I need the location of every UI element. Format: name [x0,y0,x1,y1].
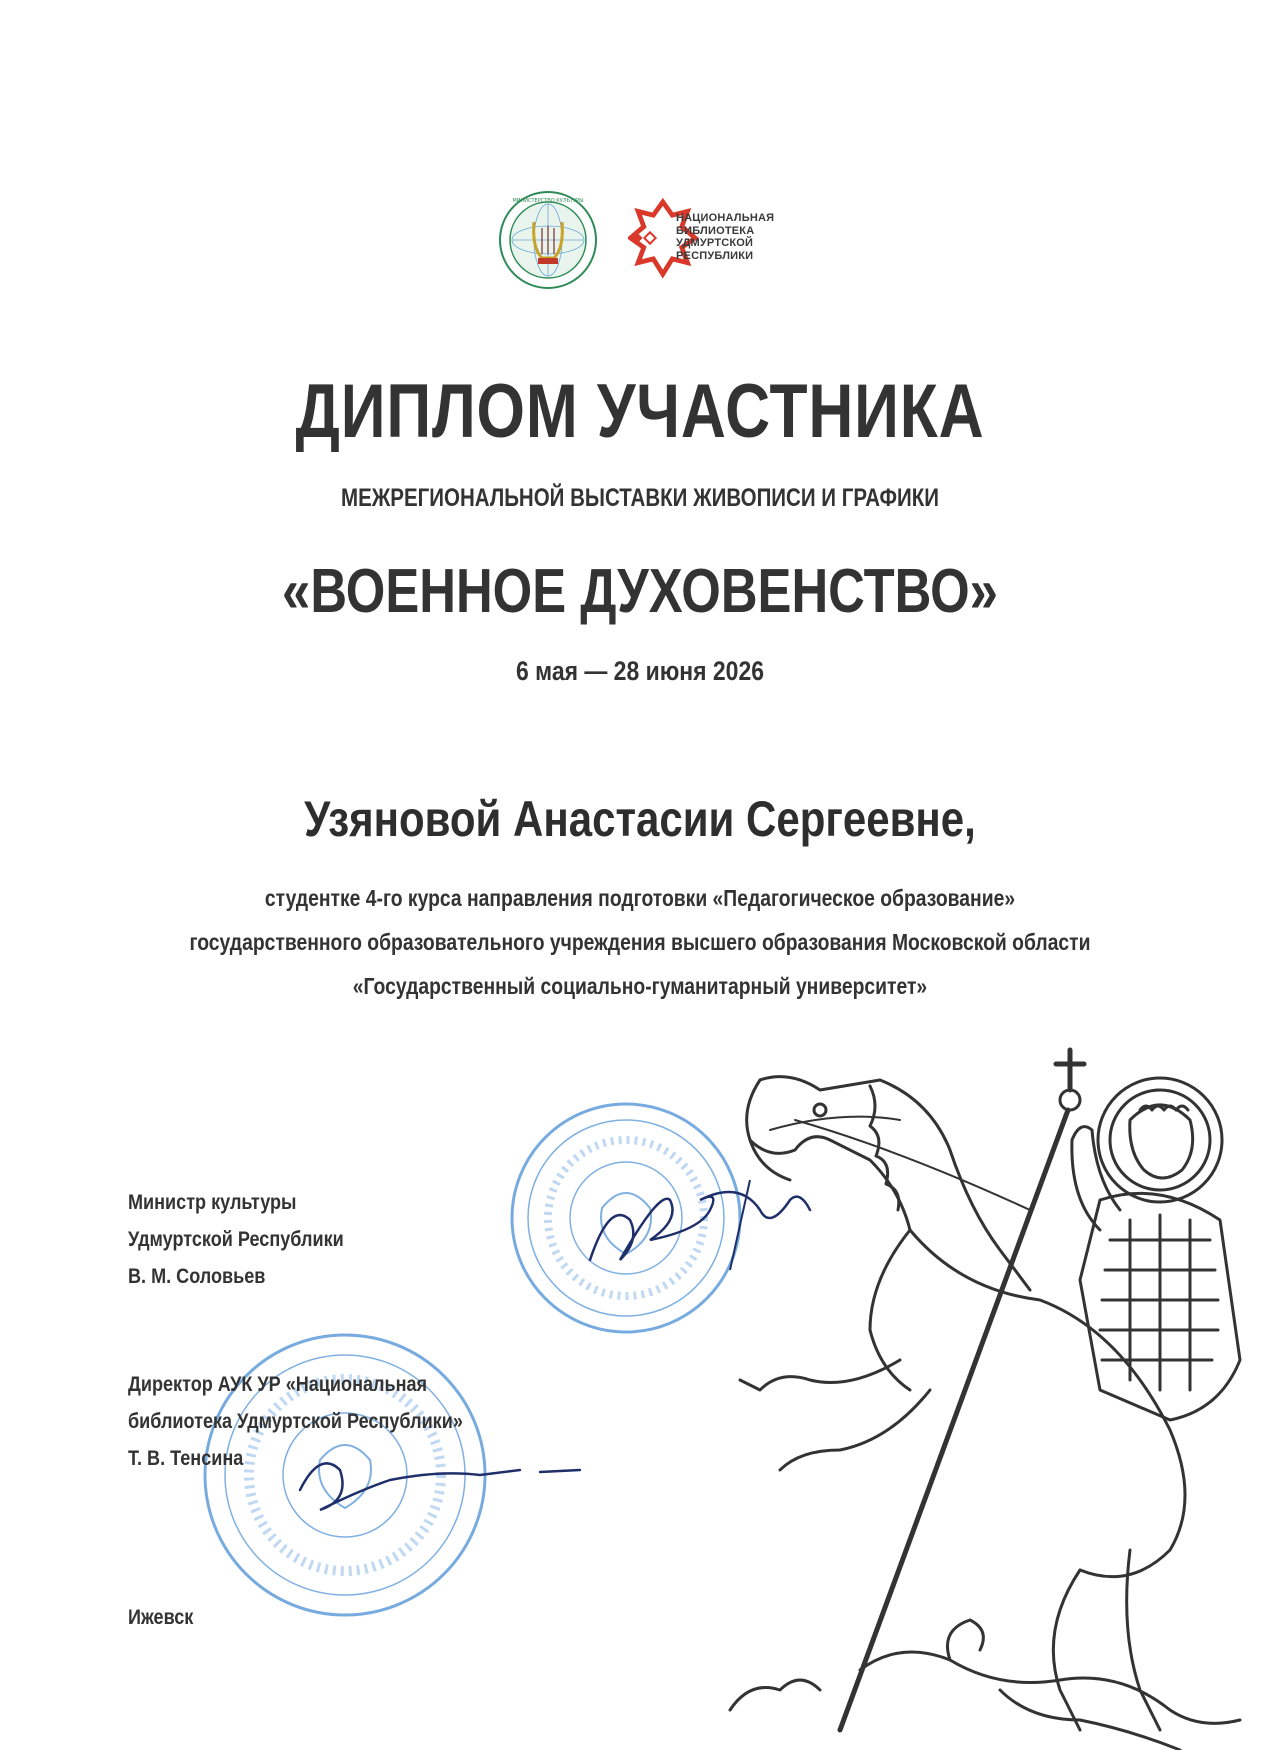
library-name-line: НАЦИОНАЛЬНАЯ [676,212,775,224]
svg-text:МИНИСТЕРСТВО КУЛЬТУРЫ: МИНИСТЕРСТВО КУЛЬТУРЫ [512,198,584,204]
signatory-line: Удмуртской Республики [128,1228,344,1251]
lyre-emblem-icon [496,188,600,292]
exhibition-subtitle: МЕЖРЕГИОНАЛЬНОЙ ВЫСТАВКИ ЖИВОПИСИ И ГРАФИКИ [341,484,939,512]
signatory-line: библиотека Удмуртской Республики» [128,1410,463,1433]
library-name-line: РЕСПУБЛИКИ [676,249,754,262]
director-signatory [128,1366,463,1477]
city-name: Ижевск [128,1606,194,1629]
minister-signature [560,1160,830,1280]
signatory-line: Министр культуры [128,1191,297,1214]
exhibition-name: «ВОЕННОЕ ДУХОВЕНСТВО» [282,557,998,626]
signatory-line: В. М. Соловьев [128,1265,266,1288]
recipient-name: Узяновой Анастасии Сергеевне, [304,791,976,847]
saint-george-icon [700,1030,1260,1750]
library-name-line: БИБЛИОТЕКА [676,224,755,237]
exhibition-dates: 6 мая — 28 июня 2026 [516,656,764,686]
recipient-description-line: студентке 4-го курса направления подготовки «Педагогическое образование» [264,885,1016,911]
minister-signatory [128,1184,344,1295]
signatory-line: Т. В. Тенсина [128,1447,244,1470]
logos-row [0,188,1280,308]
recipient-description-line: «Государственный социально-гуманитарный университет» [352,973,928,999]
signatory-line: Директор АУК УР «Национальная [128,1373,428,1396]
library-name [676,212,774,262]
recipient-description-line: государственного образовательного учреждения высшего образования Московской области [189,929,1091,955]
diploma-title: ДИПЛОМ УЧАСТНИКА [295,369,985,454]
library-name-line: УДМУРТСКОЙ [676,237,754,249]
